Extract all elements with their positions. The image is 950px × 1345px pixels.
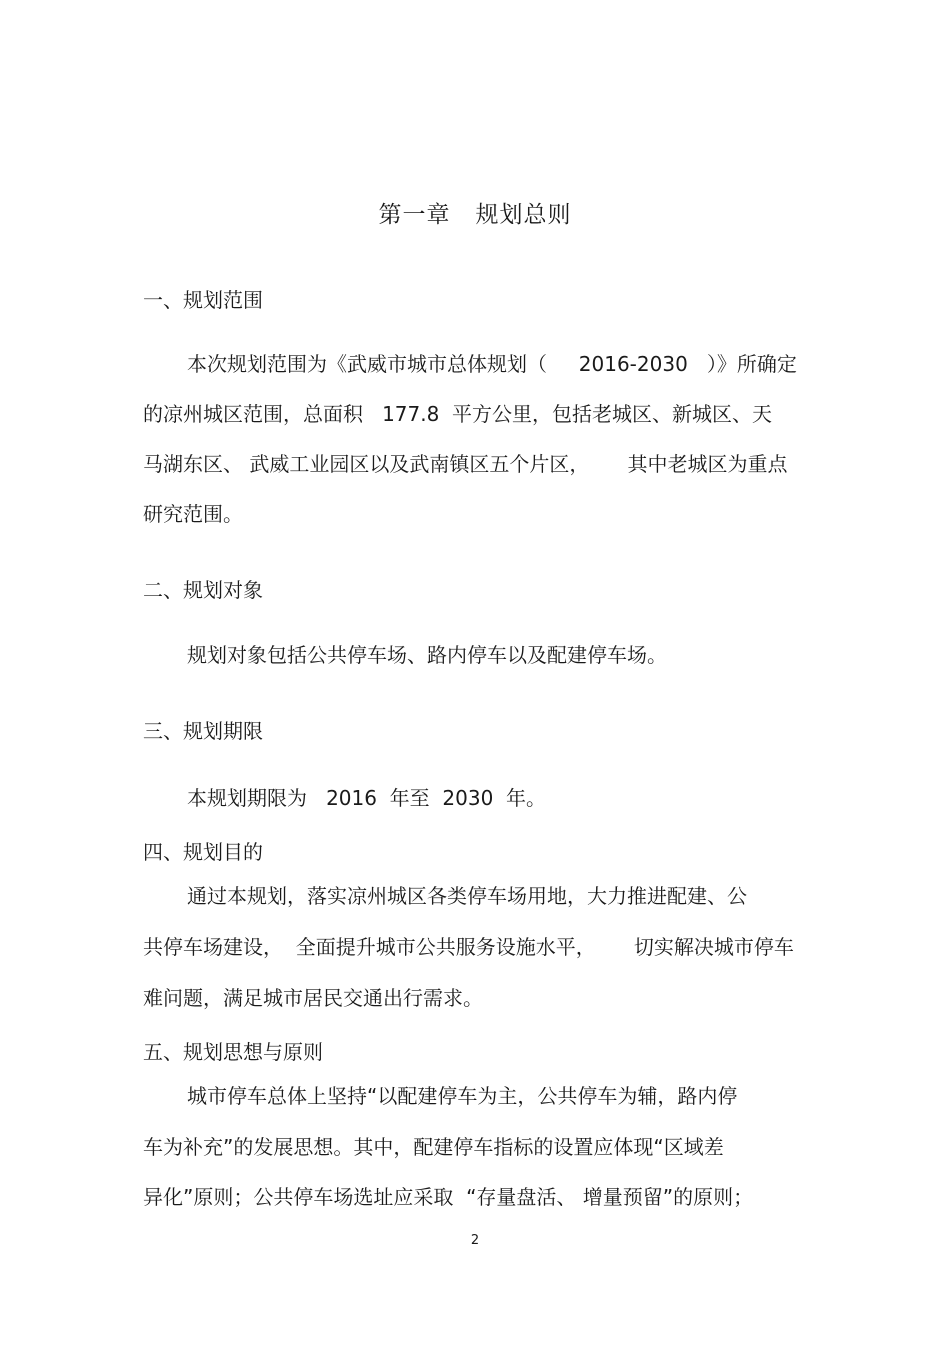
section-heading-principles: 五、规划思想与原则: [143, 1040, 323, 1064]
section-heading-scope: 一、规划范围: [143, 288, 263, 312]
paragraph-line: 车为补充”的发展思想。其中，配建停车指标的设置应体现“区域差: [143, 1135, 724, 1159]
paragraph-line: 本规划期限为 2016 年至 2030 年。: [187, 786, 547, 810]
section-heading-purpose: 四、规划目的: [143, 840, 263, 864]
page-number: 2: [470, 1233, 480, 1248]
paragraph-line: 的凉州城区范围，总面积 177.8 平方公里，包括老城区、新城区、天: [143, 402, 773, 426]
paragraph-line: 城市停车总体上坚持“以配建停车为主，公共停车为辅，路内停: [187, 1084, 738, 1108]
paragraph-line: 马湖东区、 武威工业园区以及武南镇区五个片区， 其中老城区为重点: [143, 452, 788, 476]
paragraph-line: 通过本规划，落实凉州城区各类停车场用地，大力推进配建、公: [187, 884, 747, 908]
paragraph-line: 规划对象包括公共停车场、路内停车以及配建停车场。: [187, 643, 667, 667]
paragraph-line: 异化”原则；公共停车场选址应采取 “存量盘活、 增量预留”的原则；: [143, 1185, 754, 1209]
chapter-title: 第一章 规划总则: [378, 202, 572, 228]
paragraph-line: 研究范围。: [143, 502, 243, 526]
paragraph-line: 共停车场建设， 全面提升城市公共服务设施水平， 切实解决城市停车: [143, 935, 794, 959]
paragraph-line: 难问题，满足城市居民交通出行需求。: [143, 986, 483, 1010]
section-heading-period: 三、规划期限: [143, 719, 263, 743]
section-heading-object: 二、规划对象: [143, 578, 263, 602]
paragraph-line: 本次规划范围为《武威市城市总体规划（ 2016-2030 ）》所确定: [187, 352, 797, 376]
